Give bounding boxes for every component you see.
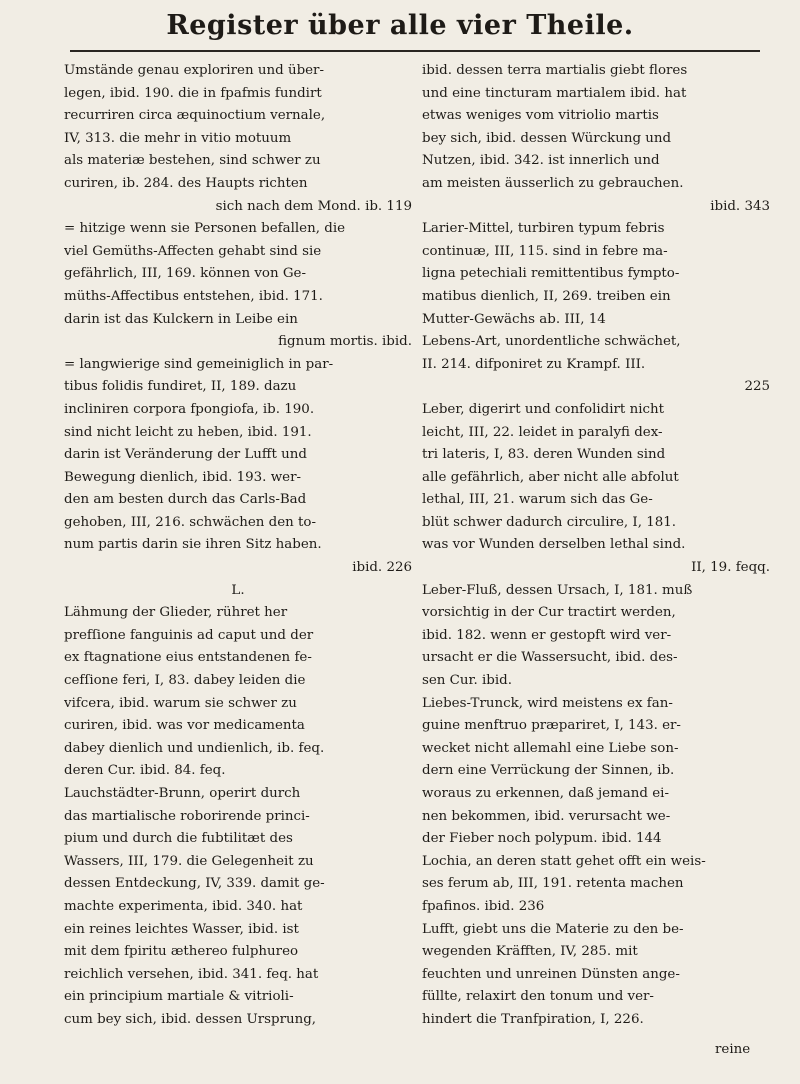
text-line: pium und durch die fubtilitæt des xyxy=(64,831,293,847)
text-line: tri lateris, I, 83. deren Wunden sind xyxy=(422,447,666,463)
text-line: am meisten äusserlich zu gebrauchen. xyxy=(422,175,684,191)
text-line: sind nicht leicht zu heben, ibid. 191. xyxy=(64,424,312,440)
text-line: L. xyxy=(231,582,245,598)
left-column xyxy=(64,60,412,1032)
text-line: etwas weniges vom vitriolio martis xyxy=(422,108,659,124)
text-line: Lufft, giebt uns die Materie zu den be- xyxy=(422,921,684,937)
text-line: Lauchstädter-Brunn, operirt durch xyxy=(64,786,301,801)
text-line: ses ferum ab, III, 191. retenta machen xyxy=(422,876,684,892)
text-line: dern eine Verrückung der Sinnen, ib. xyxy=(422,763,675,779)
text-line: ursacht er die Wassersucht, ibid. des- xyxy=(422,650,678,666)
text-line: den am besten durch das Carls-Bad xyxy=(64,492,307,508)
text-line: Leber, digerirt und confolidirt nicht xyxy=(422,401,664,417)
text-line: = langwierige sind gemeiniglich in par- xyxy=(64,356,334,372)
text-line: nen bekommen, ibid. verursacht we- xyxy=(422,808,671,824)
text-line: Bewegung dienlich, ibid. 193. wer- xyxy=(64,469,302,485)
text-line: vorsichtig in der Cur tractirt werden, xyxy=(422,605,676,621)
text-line: Nutzen, ibid. 342. ist innerlich und xyxy=(422,153,660,169)
text-line: fpafinos. ibid. 236 xyxy=(422,898,545,914)
text-line: legen, ibid. 190. die in fpafmis fundirt xyxy=(64,85,322,101)
header-rule xyxy=(70,50,760,52)
text-line: ex ftagnatione eius entstandenen fe- xyxy=(64,650,312,666)
text-line: darin ist das Kulckern in Leibe ein xyxy=(64,311,298,327)
text-line: füllte, relaxirt den tonum und ver- xyxy=(422,989,654,1005)
text-line: IV, 313. die mehr in vitio motuum xyxy=(64,130,292,146)
text-line: Leber-Fluß, dessen Ursach, I, 181. muß xyxy=(422,582,693,598)
text-line: Larier-Mittel, turbiren typum febris xyxy=(422,221,665,237)
text-line: bey sich, ibid. dessen Würckung und xyxy=(422,130,672,146)
text-line: viel Gemüths-Affecten gehabt sind sie xyxy=(64,243,322,259)
text-line: ligna petechiali remittentibus fympto- xyxy=(422,266,680,282)
text-line: 225 xyxy=(744,379,770,395)
text-line: prefſione fanguinis ad caput und der xyxy=(64,627,314,643)
text-line: deren Cur. ibid. 84. feq. xyxy=(64,763,226,779)
text-line: feuchten und unreinen Dünsten ange- xyxy=(422,966,680,982)
text-line: ein reines leichtes Wasser, ibid. ist xyxy=(64,921,299,937)
text-line: ibid. 182. wenn er gestopft wird ver- xyxy=(422,627,672,643)
text-line: gefährlich, III, 169. können von Ge- xyxy=(64,266,306,282)
text-line: dabey dienlich und undienlich, ib. feq. xyxy=(64,740,325,756)
text-line: fignum mortis. ibid. xyxy=(278,334,412,350)
text-line: reichlich versehen, ibid. 341. feq. hat xyxy=(64,966,319,982)
text-line: blüt schwer dadurch circulire, I, 181. xyxy=(422,514,677,530)
text-line: das martialische roborirende princi- xyxy=(64,808,310,824)
text-line: wecket nicht allemahl eine Liebe son- xyxy=(422,740,679,756)
text-line: alle gefährlich, aber nicht alle abfolut xyxy=(422,469,679,485)
text-line: dessen Entdeckung, IV, 339. damit ge- xyxy=(64,876,325,892)
text-line: hindert die Tranfpiration, I, 226. xyxy=(422,1011,644,1027)
text-line: cum bey sich, ibid. dessen Ursprung, xyxy=(64,1011,317,1027)
text-line: ibid. dessen terra martialis giebt flores xyxy=(422,63,688,78)
text-line: darin ist Veränderung der Lufft und xyxy=(64,447,307,463)
text-line: Lähmung der Glieder, rühret her xyxy=(64,605,288,621)
text-line: vifcera, ibid. warum sie schwer zu xyxy=(64,695,297,711)
text-line: ibid. 226 xyxy=(352,560,412,576)
text-line: Lochia, an deren statt gehet offt ein weis- xyxy=(422,853,706,869)
text-line: sich nach dem Mond. ib. 119 xyxy=(215,198,412,214)
text-line: gehoben, III, 216. schwächen den to- xyxy=(64,514,316,530)
right-column xyxy=(422,60,770,1032)
text-line: wegenden Kräfften, IV, 285. mit xyxy=(422,944,638,960)
text-line: Lebens-Art, unordentliche schwächet, xyxy=(422,334,681,350)
text-line: leicht, III, 22. leidet in paralyfi dex- xyxy=(422,424,663,440)
text-line: müths-Affectibus entstehen, ibid. 171. xyxy=(64,288,323,304)
text-line: woraus zu erkennen, daß jemand ei- xyxy=(422,786,669,801)
text-line: was vor Wunden derselben lethal sind. xyxy=(422,537,686,553)
text-line: sen Cur. ibid. xyxy=(422,673,512,689)
text-line: tibus folidis fundiret, II, 189. dazu xyxy=(64,379,297,395)
text-line: lethal, III, 21. warum sich das Ge- xyxy=(422,492,653,508)
text-line: und eine tincturam martialem ibid. hat xyxy=(422,85,687,101)
catchword: reine xyxy=(715,1042,751,1057)
text-line: II, 19. feqq. xyxy=(691,560,770,576)
page-header: Register über alle vier Theile. xyxy=(166,10,634,41)
text-line: curiren, ib. 284. des Haupts richten xyxy=(64,175,308,191)
text-line: Wassers, III, 179. die Gelegenheit zu xyxy=(64,853,314,869)
text-line: Mutter-Gewächs ab. III, 14 xyxy=(422,311,606,327)
text-line: Umstände genau exploriren und über- xyxy=(64,63,324,78)
text-line: II. 214. difponiret zu Krampf. III. xyxy=(422,356,646,372)
text-line: continuæ, III, 115. sind in febre ma- xyxy=(422,243,668,259)
text-line: machte experimenta, ibid. 340. hat xyxy=(64,898,303,914)
text-line: num partis darin sie ihren Sitz haben. xyxy=(64,537,322,553)
text-line: matibus dienlich, II, 269. treiben ein xyxy=(422,288,671,304)
text-line: ein principium martiale & vitrioli- xyxy=(64,989,294,1005)
text-line: incliniren corpora fpongiofa, ib. 190. xyxy=(64,401,315,417)
text-line: Liebes-Trunck, wird meistens ex fan- xyxy=(422,695,673,711)
text-line: ibid. 343 xyxy=(710,198,770,214)
text-line: guine menftruo præpariret, I, 143. er- xyxy=(422,718,681,734)
text-line: curiren, ibid. was vor medicamenta xyxy=(64,718,305,734)
text-line: = hitzige wenn sie Personen befallen, die xyxy=(64,221,346,237)
text-line: cefſione feri, I, 83. dabey leiden die xyxy=(64,673,306,689)
text-line: der Fieber noch polypum. ibid. 144 xyxy=(422,831,662,847)
text-line: als materiæ bestehen, sind schwer zu xyxy=(64,153,321,169)
text-line: recurriren circa æquinoctium vernale, xyxy=(64,108,326,124)
text-line: mit dem fpiritu æthereo fulphureo xyxy=(64,944,299,960)
